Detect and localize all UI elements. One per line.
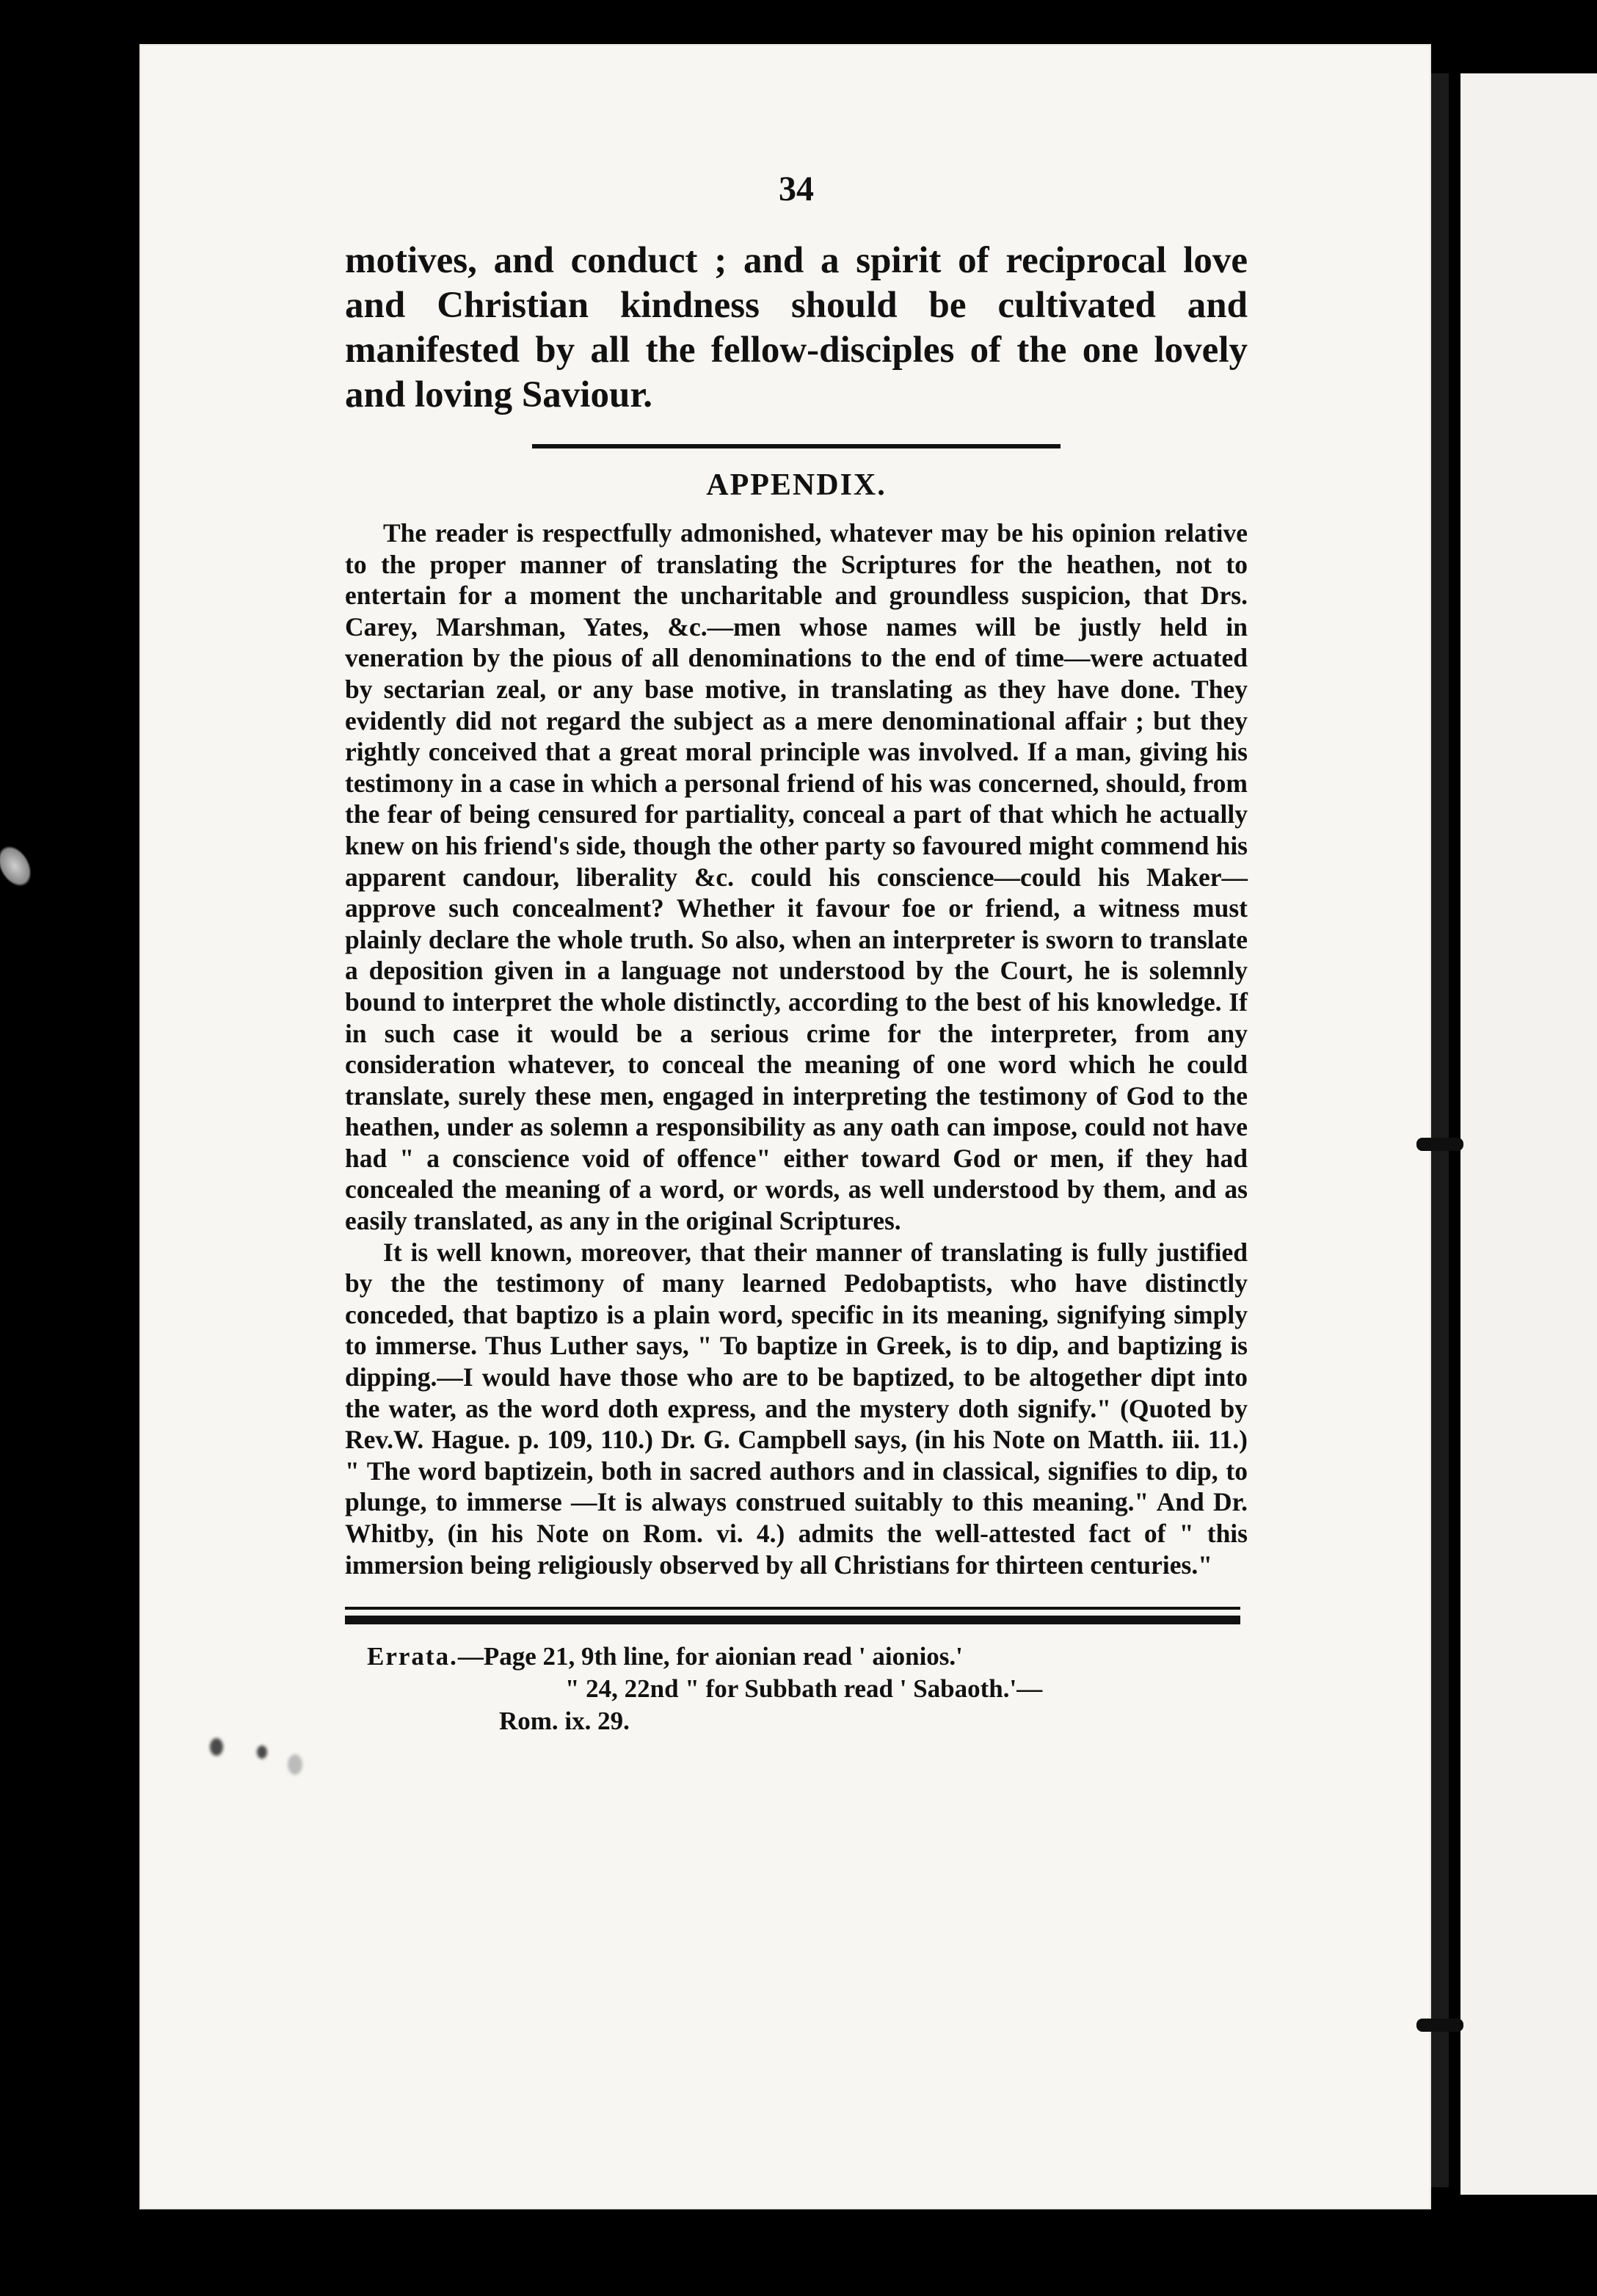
section-rule xyxy=(532,444,1061,448)
facing-page-edge xyxy=(1460,73,1597,2195)
errata-line xyxy=(367,1641,1248,1673)
errata-line-2: " 24, 22nd " for Subbath read ' Sabaoth.'— xyxy=(565,1674,1043,1704)
appendix-heading: APPENDIX. xyxy=(706,468,887,502)
errata-line-3: Rom. ix. 29. xyxy=(499,1707,630,1736)
page-content xyxy=(345,169,1248,1737)
page-number: 34 xyxy=(779,170,814,208)
errata-note xyxy=(367,1641,1248,1737)
binding-rule xyxy=(1431,73,1449,2187)
footer-rule xyxy=(345,1607,1240,1624)
body-paragraph: The reader is respectfully admonished, whatever may be his opinion relative to the proper manner of translating the Scriptures for the heathen, not to entertain for a moment the uncharitable and groundless suspicion, that Drs. Carey, Marshman, Yates, &c.—men whose names will be justly held in veneration by the pious of all denominations to the end of time—were actuated by sectarian zeal, or any base motive, in translating as they have done. They evidently did not regard the subject as a mere denominational affair ; but they rightly conceived that a great moral principle was involved. If a man, giving his testimony in a case in which a personal friend of his was concerned, should, from the fear of being censured for partiality, conceal a part of that which he actually knew on his friend's side, though the other party so favoured might commend his apparent candour, liberality &c. could his conscience—could his Maker—approve such concealment? Whether it favour foe or friend, a witness must plainly declare the whole truth. So also, when an interpreter is sworn to translate a deposition given in a language not understood by the Court, he is solemnly bound to interpret the whole distinctly, according to the best of his knowledge. If in such case it would be a serious crime for the interpreter, from any consideration whatever, to conceal the meaning of one word which he could translate, surely these men, engaged in interpreting the testimony of God to the heathen, under as solemn a responsibility as any oath can impose, could not have had " a conscience void of offence" either toward God or men, if they had concealed the meaning of a word, or words, as well understood by them, and as easily translated, as any in the original Scriptures. xyxy=(345,518,1248,1236)
body-paragraph: It is well known, moreover, that their manner of translating is fully justified by the the testimony of many learned Pedobaptists, who have distinctly conceded, that baptizo is a plain word, specific in its meaning, signifying simply to immerse. Thus Luther says, " To baptize in Greek, is to dip, and baptizing is dipping.—I would have those who are to be baptized, to be altogether dipt into the water, as the word doth express, and the mystery doth signify." (Quoted by Rev.W. Hague. p. 109, 110.) Dr. G. Campbell says, (in his Note on Matth. iii. 11.) " The word baptizein, both in sacred authors and in classical, signifies to dip, to plunge, to immerse —It is always construed suitably to this meaning." And Dr. Whitby, (in his Note on Rom. vi. 4.) admits the well-attested fact of " this immersion being religiously observed by all Christians for thirteen centuries." xyxy=(345,1237,1248,1580)
ink-spot xyxy=(288,1754,302,1775)
ink-spot xyxy=(210,1738,223,1756)
binding-tick xyxy=(1416,1138,1463,1151)
errata-label: Errata. xyxy=(367,1642,458,1671)
errata-line-1: —Page 21, 9th line, for aionian read ' aionios.' xyxy=(457,1642,963,1671)
opening-paragraph: motives, and conduct ; and a spirit of reciprocal love and Christian kindness should be cultivated and manifested by all the fellow-disciples of the one lovely and loving Saviour. xyxy=(345,240,1248,415)
binding-tick xyxy=(1416,2019,1463,2032)
margin-stain xyxy=(0,840,38,893)
ink-spot xyxy=(257,1745,267,1759)
